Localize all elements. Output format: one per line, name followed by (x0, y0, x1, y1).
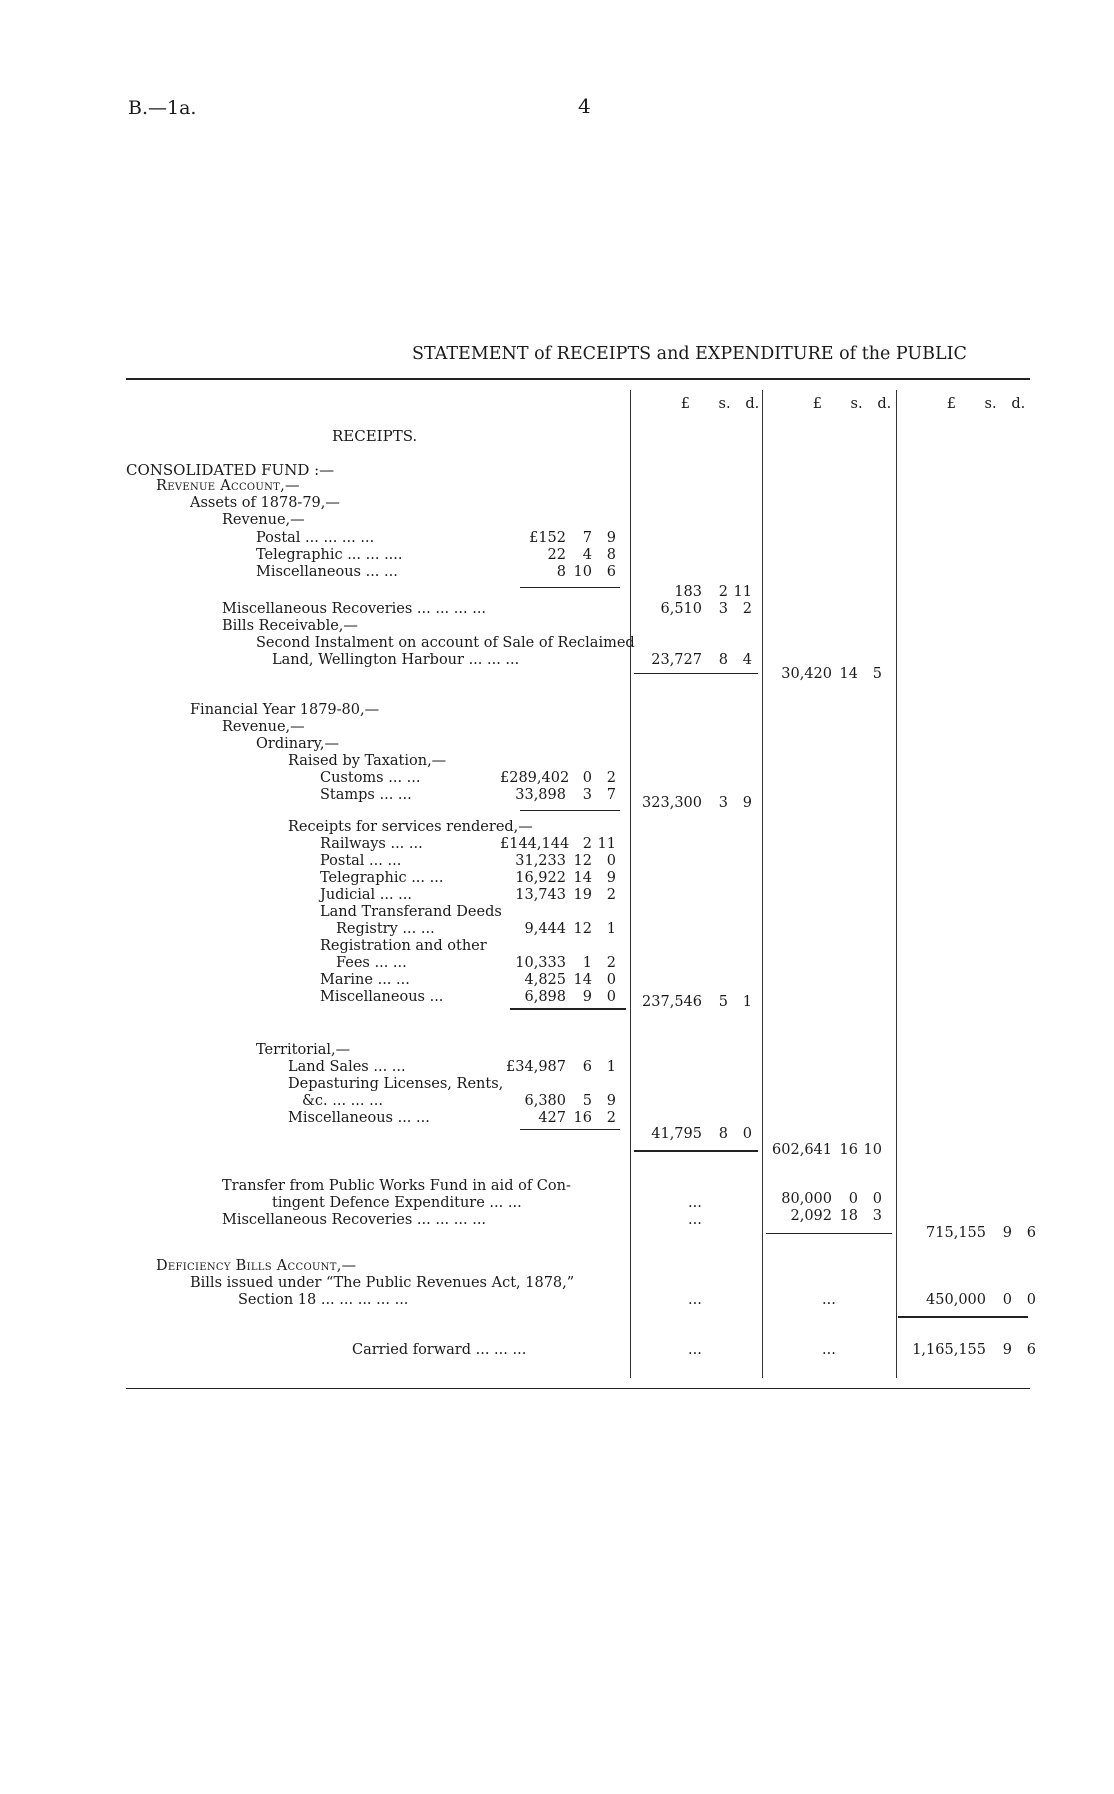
shillings: 2 (582, 836, 592, 852)
item-amount (500, 530, 616, 547)
shillings: 7 (582, 530, 592, 546)
item-label: Miscellaneous ... ... (288, 1110, 430, 1126)
grand-total-rule (898, 1316, 1028, 1318)
pounds: 427 (538, 1110, 566, 1126)
services-heading: Receipts for services rendered,— (288, 819, 533, 835)
subtotal-rule (510, 1008, 626, 1010)
transfer-label: Transfer from Public Works Fund in aid of Con- (222, 1178, 571, 1194)
total-rule (766, 1233, 892, 1234)
shillings: 8 (718, 652, 728, 668)
shillings: 3 (582, 787, 592, 803)
item-label: Registry ... ... (336, 921, 435, 937)
second-instalment-label: Second Instalment on account of Sale of Reclaimed (256, 635, 635, 651)
pounds: 8 (556, 564, 566, 580)
bills-issued-label: Bills issued under “The Public Revenues Act, 1878,” (190, 1275, 575, 1291)
shillings: 0 (848, 1191, 858, 1207)
pounds: 80,000 (781, 1191, 832, 1207)
carried-forward-label: Carried forward ... ... ... (352, 1342, 527, 1358)
shillings: 6 (582, 1059, 592, 1075)
pounds: £34,987 (506, 1059, 566, 1075)
shillings: 16 (839, 1142, 858, 1158)
column-header-3 (938, 396, 1025, 413)
page-title: STATEMENT of RECEIPTS and EXPENDITURE of the PUBLIC (412, 344, 967, 364)
column-header-2 (804, 396, 891, 413)
shillings: 2 (718, 584, 728, 600)
shillings: 8 (718, 1126, 728, 1142)
shillings: 14 (573, 972, 592, 988)
pounds: 10,333 (515, 955, 566, 971)
shillings: 0 (582, 770, 592, 786)
pound-symbol: £ (946, 396, 956, 412)
item-label: Fees ... ... (336, 955, 407, 971)
shillings: 10 (573, 564, 592, 580)
misc-recoveries-label: Miscellaneous Recoveries ... ... ... ... (222, 601, 487, 617)
shillings: 14 (839, 666, 858, 682)
total-1879-amount (766, 1142, 882, 1159)
carried-forward-amount (900, 1342, 1036, 1359)
pounds: 4,825 (524, 972, 566, 988)
pounds: 41,795 (651, 1126, 702, 1142)
pence: 6 (1026, 1342, 1036, 1358)
total-rule (634, 673, 758, 674)
pence: 1 (606, 921, 616, 937)
item-amount (500, 787, 616, 804)
pence: 1 (606, 1059, 616, 1075)
revenue-account-heading: Revenue Account,— (156, 478, 300, 494)
shillings: 12 (573, 853, 592, 869)
pence: 2 (742, 601, 752, 617)
subtotal-rule (520, 810, 620, 811)
item-amount (500, 955, 616, 972)
pounds: 30,420 (781, 666, 832, 682)
pounds: 237,546 (642, 994, 702, 1010)
misc-recoveries-2-amount (766, 1208, 882, 1225)
pounds: 6,898 (524, 989, 566, 1005)
pence: 5 (872, 666, 882, 682)
revenue-heading: Revenue,— (222, 719, 305, 735)
item-label: Telegraphic ... ... .... (256, 547, 403, 563)
pounds: 602,641 (772, 1142, 832, 1158)
pence: 4 (742, 652, 752, 668)
bills-receivable-heading: Bills Receivable,— (222, 618, 358, 634)
bills-issued-label-2: Section 18 ... ... ... ... ... (238, 1292, 409, 1308)
shillings: 18 (839, 1208, 858, 1224)
pounds: £144,144 (500, 836, 570, 852)
misc-recoveries-2-label: Miscellaneous Recoveries ... ... ... ... (222, 1212, 487, 1228)
revenue-heading: Revenue,— (222, 512, 305, 528)
pence: 0 (606, 989, 616, 1005)
ordinary-heading: Ordinary,— (256, 736, 340, 752)
subtotal-amount (636, 584, 752, 601)
pence: 6 (606, 564, 616, 580)
shillings: 12 (573, 921, 592, 937)
pence: 7 (606, 787, 616, 803)
item-label: Registration and other (320, 938, 487, 954)
item-amount (500, 921, 616, 938)
transfer-amount (766, 1191, 882, 1208)
item-amount (500, 870, 616, 887)
subtotal-rule (520, 1129, 620, 1130)
item-label: Railways ... ... (320, 836, 423, 852)
item-label: Land Transferand Deeds (320, 904, 502, 920)
territorial-heading: Territorial,— (256, 1042, 351, 1058)
pence: 11 (597, 836, 616, 852)
pounds: 323,300 (642, 795, 702, 811)
column-rule-1 (630, 390, 631, 1378)
shillings: 9 (1002, 1342, 1012, 1358)
taxation-total (636, 795, 752, 812)
shillings: 3 (718, 601, 728, 617)
shillings: 4 (582, 547, 592, 563)
pence-symbol: d. (877, 396, 892, 412)
transfer-col1: ... (688, 1195, 702, 1211)
pound-symbol: £ (680, 396, 690, 412)
second-instalment-amount (636, 652, 752, 669)
item-amount (500, 1059, 616, 1076)
pence: 0 (606, 972, 616, 988)
pounds: 16,922 (515, 870, 566, 886)
pence: 2 (606, 770, 616, 786)
shillings: 5 (718, 994, 728, 1010)
pounds: 2,092 (790, 1208, 832, 1224)
fy-heading: Financial Year 1879-80,— (190, 702, 380, 718)
column-header-1 (672, 396, 759, 413)
item-amount (500, 853, 616, 870)
bills-col2: ... (822, 1292, 836, 1308)
bottom-rule (126, 1388, 1030, 1389)
pence: 1 (742, 994, 752, 1010)
shillings: 9 (582, 989, 592, 1005)
services-total (636, 994, 752, 1011)
misc-recoveries-amount (636, 601, 752, 618)
carried-forward-col2: ... (822, 1342, 836, 1358)
shillings: 5 (582, 1093, 592, 1109)
revenue-account-total (900, 1225, 1036, 1242)
pounds: 715,155 (926, 1225, 986, 1241)
page-reference: B.—1a. (128, 97, 197, 119)
pounds: 6,380 (524, 1093, 566, 1109)
pence: 2 (606, 955, 616, 971)
item-amount (500, 989, 616, 1006)
total-rule (634, 1150, 758, 1152)
pound-symbol: £ (812, 396, 822, 412)
bills-col1: ... (688, 1292, 702, 1308)
shillings: 1 (582, 955, 592, 971)
shilling-symbol: s. (850, 396, 863, 412)
transfer-label-2: tingent Defence Expenditure ... ... (272, 1195, 522, 1211)
territorial-total (636, 1126, 752, 1143)
pence-symbol: d. (1011, 396, 1026, 412)
pence: 0 (742, 1126, 752, 1142)
pence: 3 (872, 1208, 882, 1224)
item-label: Depasturing Licenses, Rents, (288, 1076, 504, 1092)
pence: 11 (733, 584, 752, 600)
item-amount (500, 836, 616, 853)
bills-amount (900, 1292, 1036, 1309)
pounds: 1,165,155 (912, 1342, 986, 1358)
item-amount (500, 1093, 616, 1110)
subtotal-rule (520, 587, 620, 588)
item-label: Land Sales ... ... (288, 1059, 406, 1075)
item-amount (500, 887, 616, 904)
shillings: 19 (573, 887, 592, 903)
item-amount (500, 564, 616, 581)
pence: 0 (1026, 1292, 1036, 1308)
item-label: Postal ... ... ... ... (256, 530, 375, 546)
item-amount (500, 770, 616, 787)
pounds: 9,444 (524, 921, 566, 937)
shillings: 16 (573, 1110, 592, 1126)
pounds: £152 (529, 530, 566, 546)
shillings: 14 (573, 870, 592, 886)
pounds: 13,743 (515, 887, 566, 903)
assets-heading: Assets of 1878-79,— (190, 495, 340, 511)
pence: 9 (606, 870, 616, 886)
pounds: 33,898 (515, 787, 566, 803)
shillings: 9 (1002, 1225, 1012, 1241)
pence: 6 (1026, 1225, 1036, 1241)
item-label: Customs ... ... (320, 770, 421, 786)
pounds: 23,727 (651, 652, 702, 668)
pounds: 6,510 (660, 601, 702, 617)
shilling-symbol: s. (984, 396, 997, 412)
item-label: Stamps ... ... (320, 787, 412, 803)
shillings: 3 (718, 795, 728, 811)
pounds: 183 (674, 584, 702, 600)
shillings: 0 (1002, 1292, 1012, 1308)
column-rule-2 (762, 390, 763, 1378)
item-label: &c. ... ... ... (302, 1093, 383, 1109)
misc-recoveries-2-col1: ... (688, 1212, 702, 1228)
page-number: 4 (578, 94, 591, 118)
section-title: RECEIPTS. (332, 427, 418, 445)
second-instalment-label-2: Land, Wellington Harbour ... ... ... (272, 652, 520, 668)
pence: 0 (606, 853, 616, 869)
pence: 9 (606, 530, 616, 546)
column-rule-3 (896, 390, 897, 1378)
header-rule (126, 378, 1030, 380)
item-label: Miscellaneous ... (320, 989, 444, 1005)
item-label: Judicial ... ... (320, 887, 412, 903)
deficiency-heading: Deficiency Bills Account,— (156, 1258, 357, 1274)
item-label: Postal ... ... (320, 853, 402, 869)
pounds: 450,000 (926, 1292, 986, 1308)
consolidated-fund-heading: CONSOLIDATED FUND :— (126, 461, 335, 479)
pence-symbol: d. (745, 396, 760, 412)
item-label: Marine ... ... (320, 972, 410, 988)
pence: 9 (742, 795, 752, 811)
item-amount (500, 547, 616, 564)
item-label: Miscellaneous ... ... (256, 564, 398, 580)
pence: 10 (863, 1142, 882, 1158)
pounds: £289,402 (500, 770, 570, 786)
total-1878-amount (766, 666, 882, 683)
item-amount (500, 972, 616, 989)
item-label: Telegraphic ... ... (320, 870, 444, 886)
pence: 2 (606, 887, 616, 903)
pounds: 22 (547, 547, 566, 563)
pence: 8 (606, 547, 616, 563)
carried-forward-col1: ... (688, 1342, 702, 1358)
pence: 0 (872, 1191, 882, 1207)
pounds: 31,233 (515, 853, 566, 869)
pence: 2 (606, 1110, 616, 1126)
shilling-symbol: s. (718, 396, 731, 412)
taxation-heading: Raised by Taxation,— (288, 753, 447, 769)
item-amount (500, 1110, 616, 1127)
pence: 9 (606, 1093, 616, 1109)
